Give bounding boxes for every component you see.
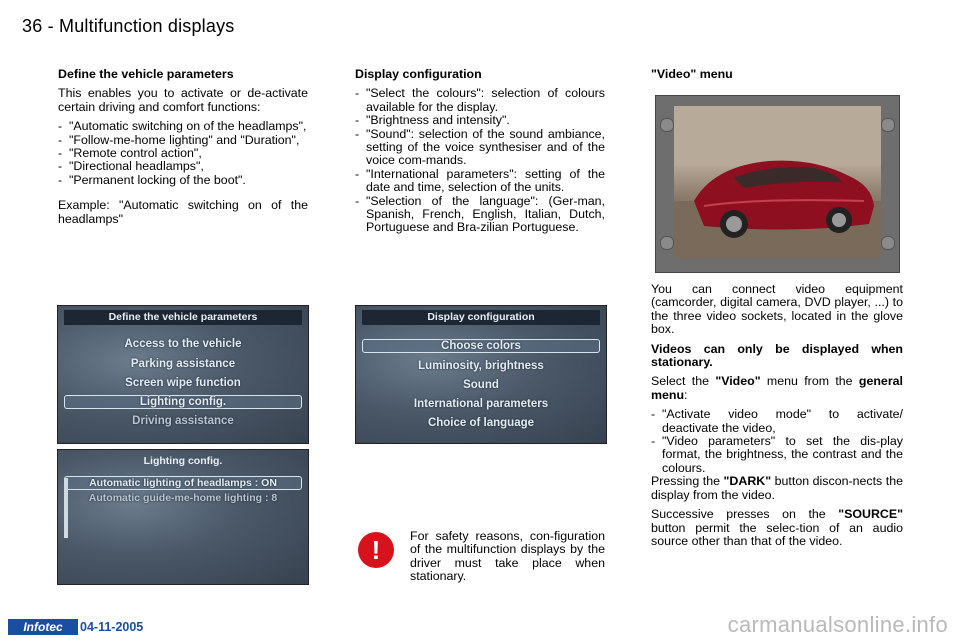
list-item: - "Video parameters" to set the dis-play format, the brightness, the contrast and the colours. (651, 435, 903, 475)
exclamation-icon: ! (358, 532, 394, 568)
scrollbar (64, 478, 68, 538)
column-display-configuration (355, 68, 605, 235)
list-item: - "Automatic switching on of the headlamps", (58, 120, 308, 133)
list-item: - "Directional headlamps", (58, 160, 308, 173)
display-config-list (355, 87, 605, 234)
video-p3: Select the "Video" menu from the general menu: (651, 374, 903, 402)
knob-icon (881, 118, 895, 132)
menu-item: Access to the vehicle (124, 338, 242, 350)
car-photo (674, 106, 881, 258)
list-item: - "Brightness and intensity". (355, 114, 605, 127)
vehicle-intro: This enables you to activate or de-activate certain driving and comfort functions: (58, 86, 308, 114)
menu-item-selected: Choose colors (362, 339, 600, 353)
knob-icon (660, 236, 674, 250)
lighting-config-screen (57, 449, 309, 585)
heading-video-menu: "Video" menu (651, 67, 733, 81)
vehicle-functions-list (58, 120, 308, 187)
heading-display-configuration: Display configuration (355, 67, 482, 81)
list-item: - "Follow-me-home lighting" and "Duration", (58, 134, 308, 147)
column-vehicle-parameters (58, 68, 308, 232)
menu-item: Screen wipe function (125, 377, 241, 389)
video-p5: Successive presses on the "SOURCE" button permit the selec-tion of an audio source other than that of the video. (651, 507, 903, 548)
column-video-menu (651, 68, 903, 87)
menu-item: Parking assistance (130, 358, 236, 370)
screen-title: Define the vehicle parameters (64, 310, 302, 325)
page-title: 36 - Multifunction displays (22, 16, 235, 36)
list-item: - "Remote control action", (58, 147, 308, 160)
screen-title: Display configuration (362, 310, 600, 325)
infotec-logo: Infotec (8, 619, 78, 635)
list-item: - "Select the colours": selection of colours available for the display. (355, 87, 605, 114)
video-screen-photo (655, 95, 900, 273)
menu-item-selected: Lighting config. (64, 395, 302, 409)
screen-title: Lighting config. (143, 455, 223, 467)
video-p2: Videos can only be displayed when stationary. (651, 341, 903, 370)
list-item: - "International parameters": setting of the date and time, selection of the units. (355, 168, 605, 195)
safety-note (410, 530, 605, 590)
menu-item: Sound (463, 379, 499, 391)
menu-item: International parameters (413, 398, 549, 410)
vehicle-example: Example: "Automatic switching on of the headlamps" (58, 198, 308, 226)
video-options-list (651, 408, 903, 475)
red-car-illustration (674, 106, 881, 258)
vehicle-parameters-screen (57, 305, 309, 444)
menu-item: Choice of language (427, 417, 535, 429)
footer-date: 04-11-2005 (80, 620, 144, 634)
list-item: - "Sound": selection of the sound ambiance, setting of the voice synthesiser and of the voice com-mands. (355, 128, 605, 168)
menu-item: Driving assistance (132, 415, 234, 427)
menu-item: Automatic guide-me-home lighting : 8 (88, 492, 278, 504)
knob-icon (660, 118, 674, 132)
list-item: - "Selection of the language": (Ger-man, Spanish, French, English, Italian, Dutch, Portuguese and Bra-zilian Portuguese. (355, 195, 605, 235)
list-item: - "Permanent locking of the boot". (58, 174, 308, 187)
video-p4: Pressing the "DARK" button discon-nects the display from the video. (651, 474, 903, 502)
menu-item-selected: Automatic lighting of headlamps : ON (64, 476, 302, 490)
heading-vehicle-parameters: Define the vehicle parameters (58, 67, 234, 81)
safety-note-text: For safety reasons, con-figuration of the multifunction displays by the driver must take place when stationary. (410, 529, 605, 584)
watermark-url: carmanualsonline.info (727, 612, 948, 637)
knob-icon (881, 236, 895, 250)
list-item: - "Activate video mode" to activate/ deactivate the video, (651, 408, 903, 435)
video-text (651, 283, 903, 554)
video-p1: You can connect video equipment (camcorder, digital camera, DVD player, ...) to the three video sockets, located in the glove box. (651, 282, 903, 337)
display-configuration-screen (355, 305, 607, 444)
menu-item: Luminosity, brightness (418, 360, 544, 372)
